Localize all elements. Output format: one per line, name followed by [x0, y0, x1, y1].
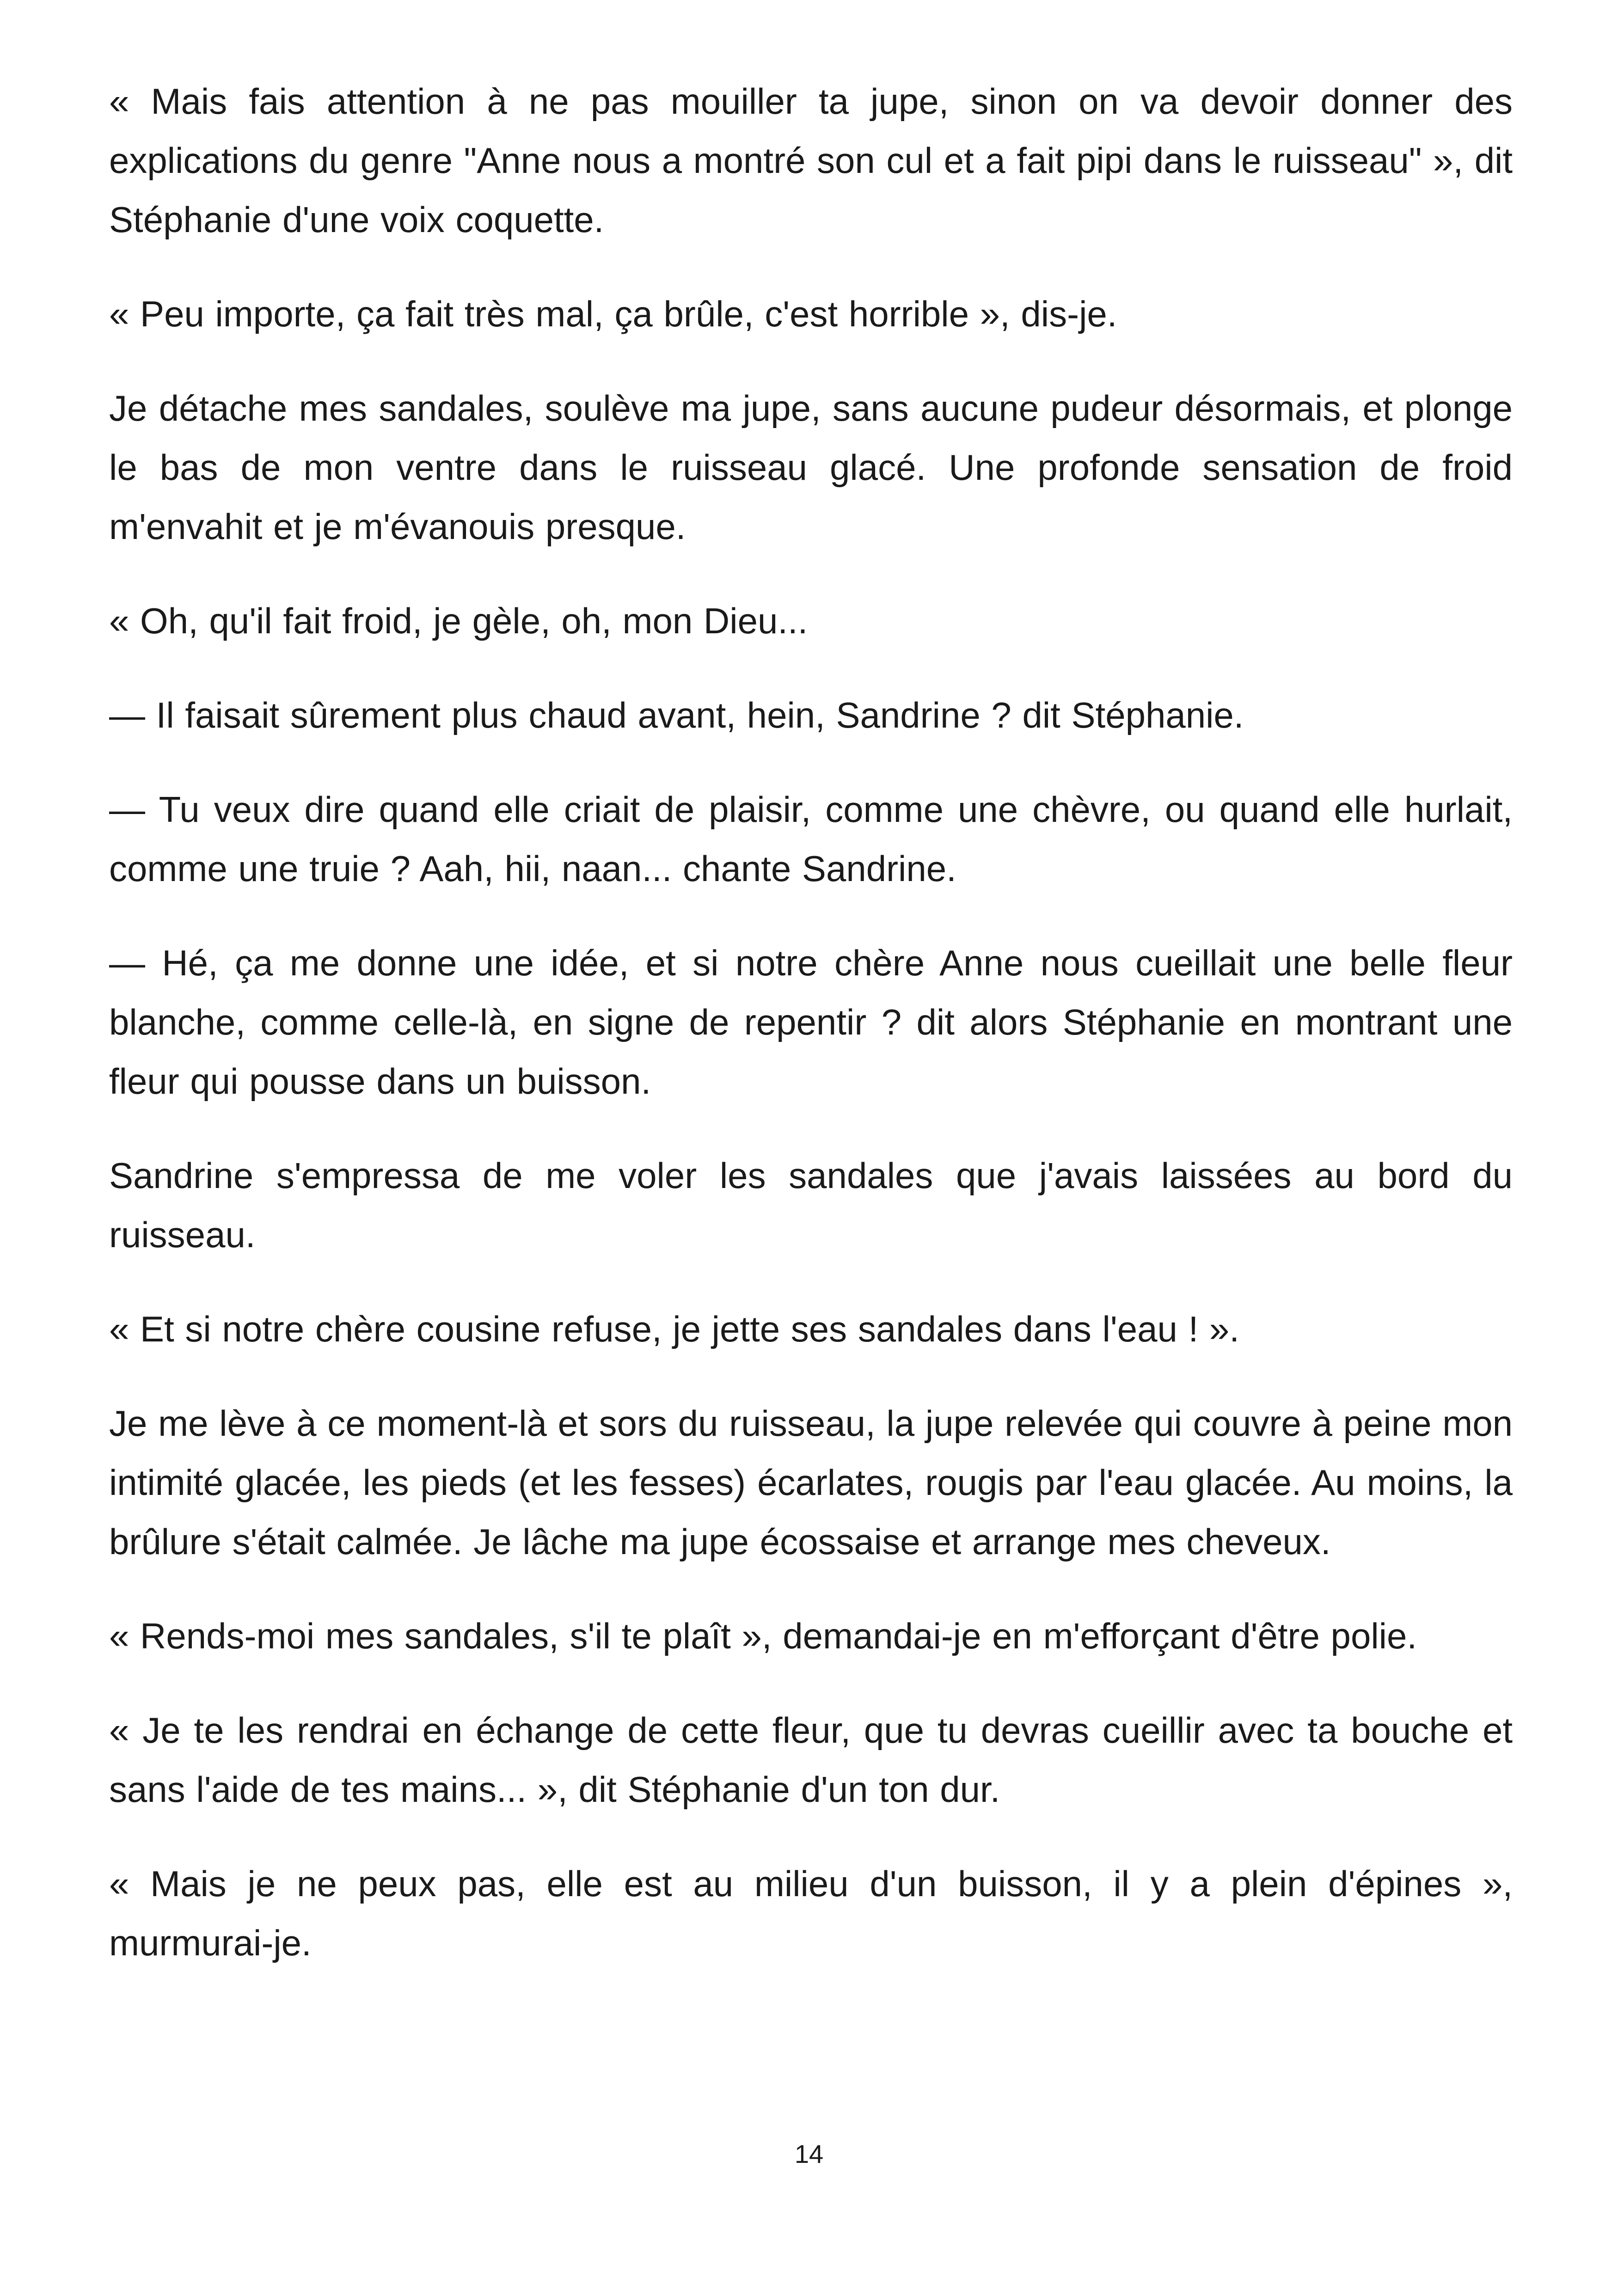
paragraph: « Peu importe, ça fait très mal, ça brûle, c'est horrible », dis-je. — [109, 294, 1117, 334]
paragraph: « Et si notre chère cousine refuse, je jette ses sandales dans l'eau ! ». — [109, 1309, 1239, 1349]
paragraph: — Tu veux dire quand elle criait de plaisir, comme une chèvre, ou quand elle hurlait, comme une truie ? Aah, hii, naan... chante Sandrine. — [109, 789, 1513, 889]
paragraph: Je détache mes sandales, soulève ma jupe, sans aucune pudeur désormais, et plonge le bas de mon ventre dans le ruisseau glacé. Une profonde sensation de froid m'envahit et je m'évanouis presque. — [109, 388, 1513, 547]
paragraph: « Rends-moi mes sandales, s'il te plaît », demandai-je en m'efforçant d'être polie. — [109, 1616, 1417, 1656]
paragraph: « Je te les rendrai en échange de cette fleur, que tu devras cueillir avec ta bouche et sans l'aide de tes mains... », dit Stéphanie d'un ton dur. — [109, 1710, 1513, 1810]
paragraph: « Mais je ne peux pas, elle est au milieu d'un buisson, il y a plein d'épines », murmurai-je. — [109, 1863, 1513, 1963]
text-body — [109, 72, 1513, 2008]
paragraph: — Hé, ça me donne une idée, et si notre chère Anne nous cueillait une belle fleur blanche, comme celle-là, en signe de repentir ? dit alors Stéphanie en montrant une fleur qui pousse dans un buisson. — [109, 943, 1513, 1102]
page-number: 14 — [794, 2139, 824, 2168]
paragraph: Sandrine s'empressa de me voler les sandales que j'avais laissées au bord du ruisseau. — [109, 1155, 1513, 1255]
paragraph: — Il faisait sûrement plus chaud avant, hein, Sandrine ? dit Stéphanie. — [109, 695, 1244, 735]
paragraph: « Oh, qu'il fait froid, je gèle, oh, mon Dieu... — [109, 600, 808, 641]
paragraph: « Mais fais attention à ne pas mouiller ta jupe, sinon on va devoir donner des explications du genre "Anne nous a montré son cul et a fait pipi dans le ruisseau" », dit Stéphanie d'une voix coquette. — [109, 81, 1513, 240]
paragraph: Je me lève à ce moment-là et sors du ruisseau, la jupe relevée qui couvre à peine mon intimité glacée, les pieds (et les fesses) écarlates, rougis par l'eau glacée. Au moins, la brûlure s'était calmée. Je lâche ma jupe écossaise et arrange mes cheveux. — [109, 1403, 1513, 1562]
